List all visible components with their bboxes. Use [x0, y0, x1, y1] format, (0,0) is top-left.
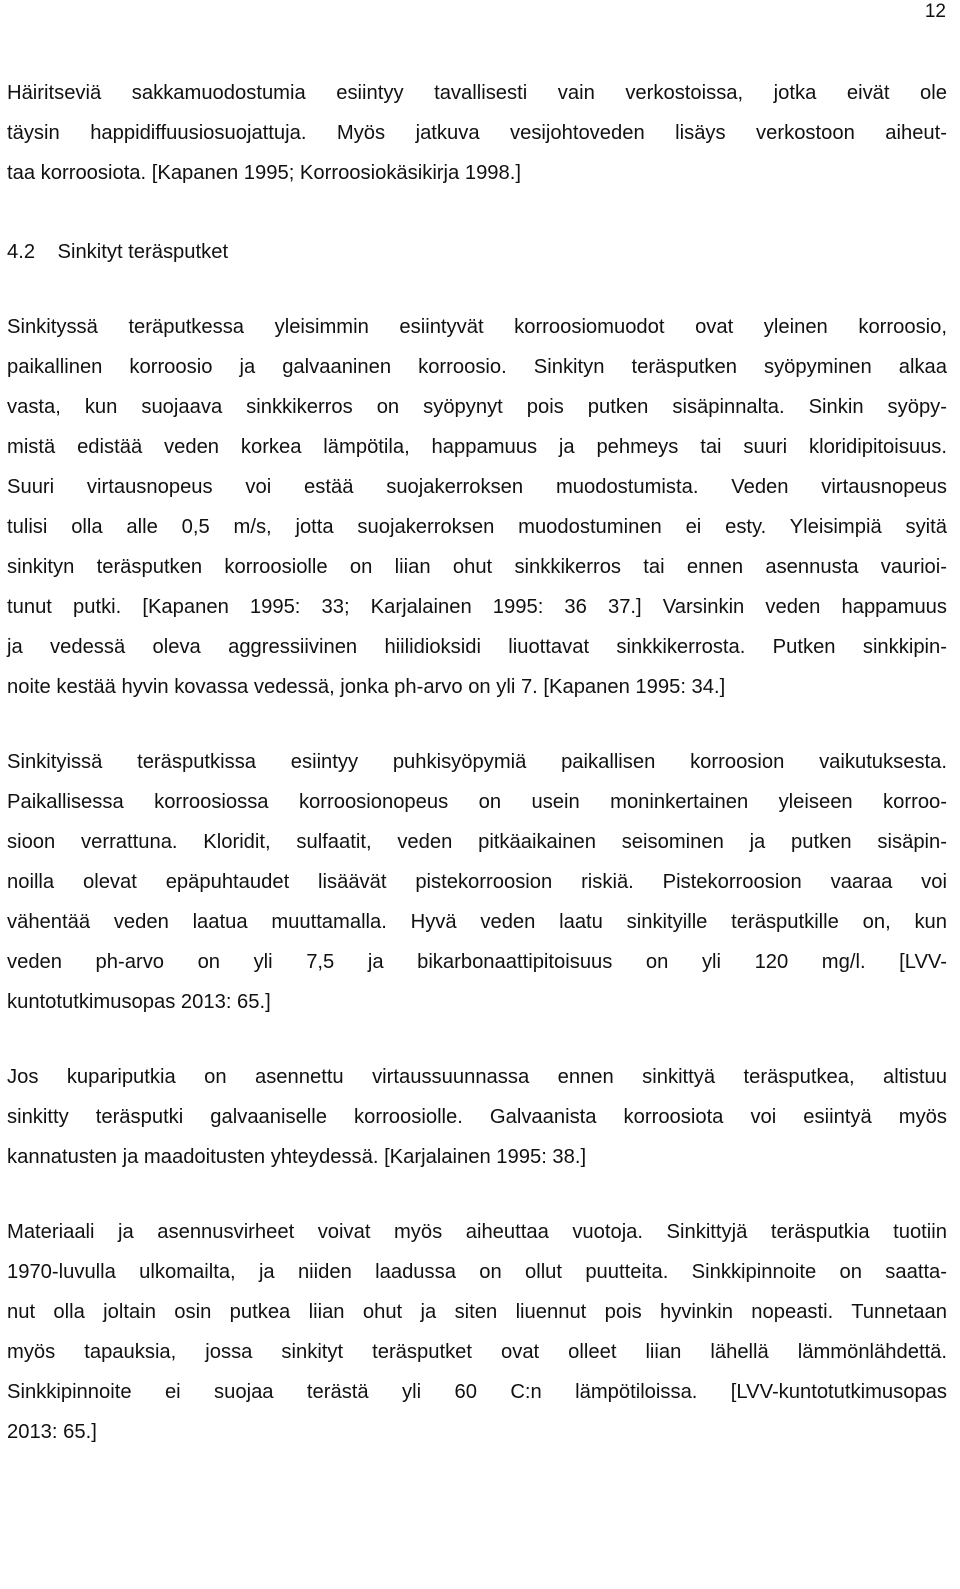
text-line: nut olla joltain osin putkea liian ohut ja siten liuennut pois hyvinkin nopeasti. Tunnetaan — [7, 1301, 947, 1323]
section-heading: 4.2 Sinkityt teräsputket — [7, 241, 229, 263]
text-line: noite kestää hyvin kovassa vedessä, jonka ph-arvo on yli 7. [Kapanen 1995: 34.] — [7, 676, 726, 698]
paragraph-4 — [7, 1057, 947, 1177]
text-line: tunut putki. [Kapanen 1995: 33; Karjalainen 1995: 36 37.] Varsinkin veden happamuus — [7, 596, 947, 618]
text-line: vasta, kun suojaava sinkkikerros on syöpynyt pois putken sisäpinnalta. Sinkin syöpy- — [7, 396, 947, 418]
text-line: veden ph-arvo on yli 7,5 ja bikarbonaattipitoisuus on yli 120 mg/l. [LVV- — [7, 951, 947, 973]
text-line: sinkityn teräsputken korroosiolle on liian ohut sinkkikerros tai ennen asennusta vaurioi- — [7, 556, 947, 578]
text-line: paikallinen korroosio ja galvaaninen korroosio. Sinkityn teräsputken syöpyminen alkaa — [7, 356, 947, 378]
paragraph-3 — [7, 742, 947, 1022]
text-line: sioon verrattuna. Kloridit, sulfaatit, veden pitkäaikainen seisominen ja putken sisäpin- — [7, 831, 947, 853]
page-number: 12 — [924, 1, 946, 22]
text-line: Häiritseviä sakkamuodostumia esiintyy tavallisesti vain verkostoissa, jotka eivät ole — [7, 82, 947, 104]
text-line: Materiaali ja asennusvirheet voivat myös aiheuttaa vuotoja. Sinkittyjä teräsputkia tuotiin — [7, 1221, 947, 1243]
text-line: myös tapauksia, jossa sinkityt teräsputket ovat olleet liian lähellä lämmönlähdettä. — [7, 1341, 947, 1363]
text-line: noilla olevat epäpuhtaudet lisäävät pistekorroosion riskiä. Pistekorroosion vaaraa voi — [7, 871, 947, 893]
text-line: Sinkityissä teräsputkissa esiintyy puhkisyöpymiä paikallisen korroosion vaikutuksesta. — [7, 751, 947, 773]
text-line: kannatusten ja maadoitusten yhteydessä. [Karjalainen 1995: 38.] — [7, 1146, 587, 1168]
text-line: tulisi olla alle 0,5 m/s, jotta suojakerroksen muodostuminen ei esty. Yleisimpiä syitä — [7, 516, 947, 538]
document-body — [7, 73, 947, 1452]
paragraph-1 — [7, 73, 947, 193]
section-heading-wrap — [7, 232, 947, 272]
text-line: Jos kupariputkia on asennettu virtaussuunnassa ennen sinkittyä teräsputkea, altistuu — [7, 1066, 947, 1088]
text-line: mistä edistää veden korkea lämpötila, happamuus ja pehmeys tai suuri kloridipitoisuus. — [7, 436, 947, 458]
text-line: ja vedessä oleva aggressiivinen hiilidioksidi liuottavat sinkkikerrosta. Putken sinkkipin- — [7, 636, 947, 658]
text-line: Paikallisessa korroosiossa korroosionopeus on usein moninkertainen yleiseen korroo- — [7, 791, 947, 813]
paragraph-5 — [7, 1212, 947, 1452]
text-line: vähentää veden laatua muuttamalla. Hyvä veden laatu sinkityille teräsputkille on, kun — [7, 911, 947, 933]
text-line: sinkitty teräsputki galvaaniselle korroosiolle. Galvaanista korroosiota voi esiintyä myös — [7, 1106, 947, 1128]
text-line: kuntotutkimusopas 2013: 65.] — [7, 991, 271, 1013]
text-line: 1970-luvulla ulkomailta, ja niiden laadussa on ollut puutteita. Sinkkipinnoite on saatta- — [7, 1261, 947, 1283]
text-line: Sinkityssä teräputkessa yleisimmin esiintyvät korroosiomuodot ovat yleinen korroosio, — [7, 316, 947, 338]
text-line: täysin happidiffuusiosuojattuja. Myös jatkuva vesijohtoveden lisäys verkostoon aiheut- — [7, 122, 947, 144]
text-line: taa korroosiota. [Kapanen 1995; Korroosiokäsikirja 1998.] — [7, 162, 521, 184]
text-line: Suuri virtausnopeus voi estää suojakerroksen muodostumista. Veden virtausnopeus — [7, 476, 947, 498]
text-line: Sinkkipinnoite ei suojaa terästä yli 60 C:n lämpötiloissa. [LVV-kuntotutkimusopas — [7, 1381, 947, 1403]
paragraph-2 — [7, 307, 947, 707]
text-line: 2013: 65.] — [7, 1421, 97, 1443]
